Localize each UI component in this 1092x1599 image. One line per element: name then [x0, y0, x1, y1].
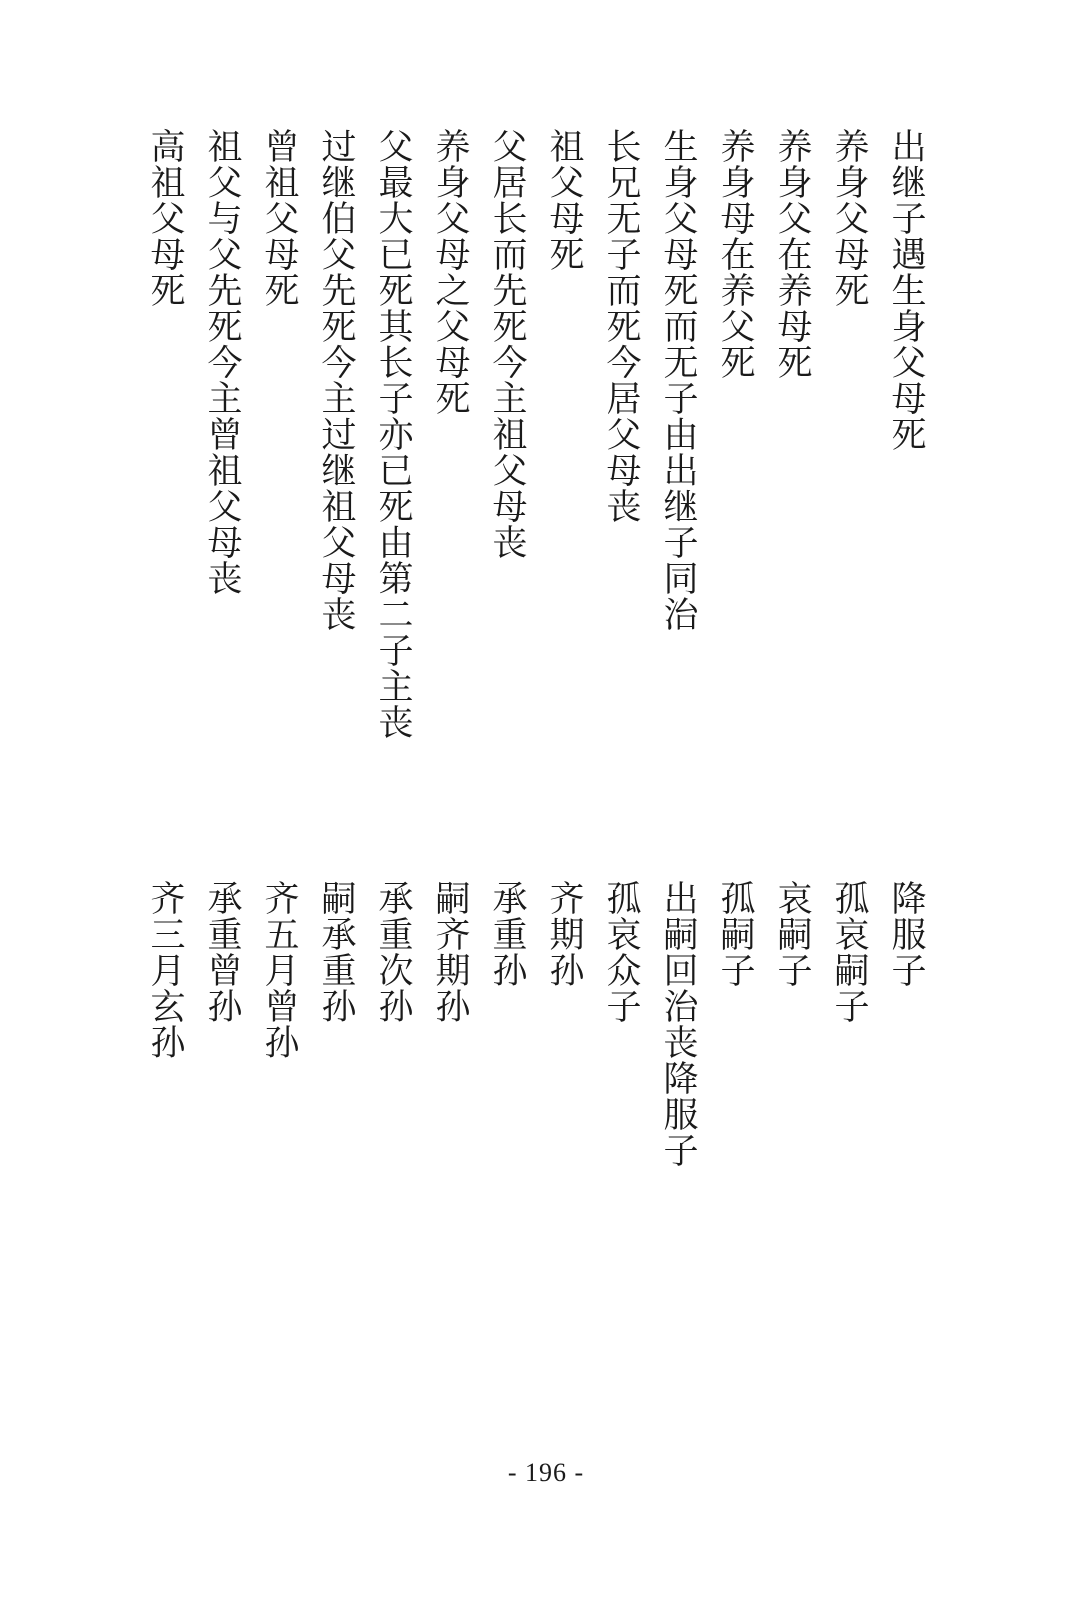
situation-column: 曾祖父母死 [259, 128, 299, 308]
title-column: 齐期孙 [544, 880, 584, 988]
title-column: 承重次孙 [373, 880, 413, 1024]
situation-column: 出继子遇生身父母死 [886, 128, 926, 452]
mourner-titles-section [147, 880, 924, 1168]
mourning-situations-section [147, 128, 924, 740]
situation-column: 养身母在养父死 [715, 128, 755, 380]
situation-column: 高祖父母死 [145, 128, 185, 308]
situation-column: 过继伯父先死今主过继祖父母丧 [316, 128, 356, 632]
title-column: 孤哀嗣子 [829, 880, 869, 1024]
situation-column: 养身父母死 [829, 128, 869, 308]
title-column: 承重孙 [487, 880, 527, 988]
title-column: 孤哀众子 [601, 880, 641, 1024]
title-column: 齐三月玄孙 [145, 880, 185, 1060]
title-column: 出嗣回治丧降服子 [658, 880, 698, 1168]
page-number: - 196 - [507, 1458, 585, 1487]
situation-column: 祖父母死 [544, 128, 584, 272]
situation-column: 养身父母之父母死 [430, 128, 470, 416]
title-column: 承重曾孙 [202, 880, 242, 1024]
title-column: 齐五月曾孙 [259, 880, 299, 1060]
situation-column: 长兄无子而死今居父母丧 [601, 128, 641, 524]
title-column: 嗣承重孙 [316, 880, 356, 1024]
situation-column: 生身父母死而无子由出继子同治 [658, 128, 698, 632]
situation-column: 养身父在养母死 [772, 128, 812, 380]
situation-column: 祖父与父先死今主曾祖父母丧 [202, 128, 242, 596]
title-column: 降服子 [886, 880, 926, 988]
title-column: 嗣齐期孙 [430, 880, 470, 1024]
situation-column: 父居长而先死今主祖父母丧 [487, 128, 527, 560]
title-column: 哀嗣子 [772, 880, 812, 988]
title-column: 孤嗣子 [715, 880, 755, 988]
situation-column: 父最大已死其长子亦已死由第二子主丧 [373, 128, 413, 740]
